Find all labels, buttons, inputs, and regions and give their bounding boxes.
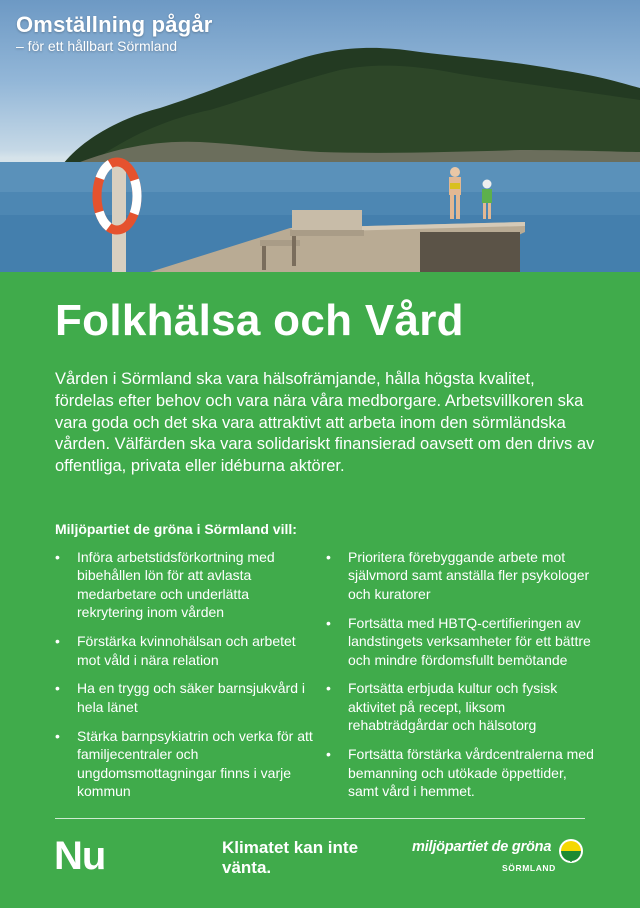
footer-divider <box>55 818 585 819</box>
left-bullet-list <box>55 548 317 811</box>
bullet: • <box>55 549 60 565</box>
list-item-text: Fortsätta förstärka vårdcentralerna med bemanning och utökade öppettider, samt vård i hemmet. <box>348 746 594 799</box>
list-item-text: Stärka barnpsykiatrin och verka för att familjecentraler och ungdomsmottagningar finns i varje kommun <box>77 727 313 799</box>
list-item-text: Fortsätta med HBTQ-certifieringen av landstingets verksamheter för ett bättre och mindre fördomsfullt bemötande <box>348 614 591 668</box>
hero-photo <box>0 0 640 272</box>
list-item-text: Prioritera förebyggande arbete mot självmord samt anställa fler psykologer och kuratorer <box>348 549 590 602</box>
nu-wordmark: Nu <box>54 834 106 878</box>
list-heading: Miljöpartiet de gröna i Sörmland vill: <box>55 521 297 537</box>
list-item <box>326 745 596 800</box>
list-item <box>55 632 317 669</box>
bullet: • <box>326 680 331 697</box>
bullet: • <box>326 549 331 565</box>
list-item <box>55 548 317 622</box>
brand-subtitle: – för ett hållbart Sörmland <box>16 38 178 54</box>
page-title: Folkhälsa och Vård <box>55 296 464 345</box>
bullet: • <box>55 727 60 744</box>
intro-paragraph: Vården i Sörmland ska vara hälsofrämjande, hålla högsta kvalitet, fördelas efter behov och vara nära våra medborgare. Arbetsvillkoren ska vara goda och det ska vara attraktivt att arbeta inom den sörmländska vården. Välfärden ska vara solidariskt finansierad oavsett om den drivs av offentliga, privata eller idéburna aktörer. <box>55 370 595 476</box>
bullet: • <box>55 680 60 697</box>
party-logo-block <box>410 838 590 878</box>
party-region: SÖRMLAND <box>502 863 556 873</box>
bullet: • <box>55 633 60 650</box>
bullet: • <box>326 614 331 631</box>
list-item-text: Införa arbetstidsförkortning med bibehållen lön för att avlasta medarbetare och underlätta rekrytering inom vården <box>77 549 275 621</box>
right-bullet-list <box>326 548 596 811</box>
list-item <box>326 614 596 669</box>
party-name: miljöpartiet de gröna <box>412 839 552 855</box>
list-item <box>55 727 317 801</box>
bullet: • <box>326 746 331 763</box>
list-item-text: Förstärka kvinnohälsan och arbetet mot våld i nära relation <box>77 633 296 668</box>
brand-title: Omställning pågår <box>16 12 213 37</box>
list-item-text: Ha en trygg och säker barnsjukvård i hela länet <box>77 680 305 715</box>
slogan: Klimatet kan inte vänta. <box>222 838 359 877</box>
list-item <box>326 548 596 603</box>
list-item-text: Fortsätta erbjuda kultur och fysisk aktivitet på recept, liksom rehabträdgårdar och hälsotorg <box>348 680 558 734</box>
list-item <box>55 679 317 716</box>
dandelion-logo-icon <box>556 838 586 864</box>
list-item <box>326 679 596 734</box>
